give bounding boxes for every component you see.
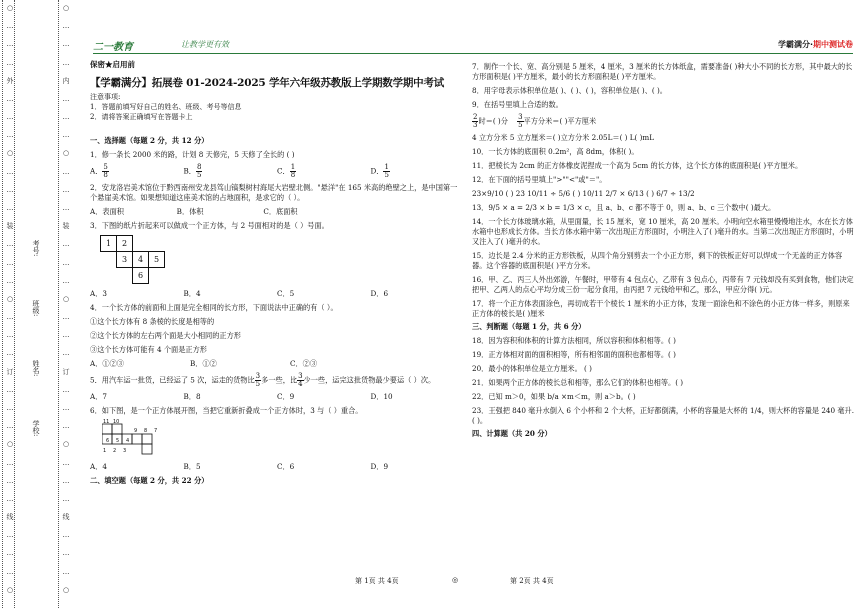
numerator: 1 xyxy=(290,163,296,171)
question-11: 11．把棱长为 2cm 的正方体橡皮泥捏成一个高为 5cm 的长方体，这个长方体的底面积是( )平方厘米。 xyxy=(472,161,803,170)
class-field[interactable]: 班级: xyxy=(32,300,40,317)
fraction xyxy=(290,164,296,179)
secret-label: 保密★启用前 xyxy=(90,60,135,69)
option-b[interactable]: B．4 xyxy=(183,289,201,298)
binding-mark: … xyxy=(62,494,70,503)
brand-tag xyxy=(778,39,853,50)
binding-mark: … xyxy=(62,476,70,485)
binding-mark: … xyxy=(62,385,70,394)
net-cell: 2 xyxy=(116,235,133,252)
denominator: 5 xyxy=(384,171,389,179)
question-6-options xyxy=(90,462,464,472)
binding-mark: … xyxy=(6,313,14,322)
option-label: D． xyxy=(370,166,384,176)
binding-mark: … xyxy=(6,331,14,340)
option-d[interactable]: D．6 xyxy=(370,289,389,298)
binding-mark: … xyxy=(62,40,70,49)
binding-mark: 内 xyxy=(62,76,70,85)
numerator: 1 xyxy=(384,163,389,171)
brand-suffix: 期中测试卷 xyxy=(813,40,853,49)
binding-mark: … xyxy=(6,258,14,267)
option-c[interactable]: C．6 xyxy=(277,462,295,471)
net2-label: 10 xyxy=(113,419,120,425)
left-column xyxy=(90,60,464,486)
denominator: 8 xyxy=(290,171,296,179)
binding-mark: 装 xyxy=(6,222,14,231)
binding-mark: ○ xyxy=(62,4,70,12)
exam-number-field[interactable]: 考号: xyxy=(32,240,40,257)
section-heading: 一、选择题（每题 2 分，共 12 分） xyxy=(90,136,209,145)
numerator: 5 xyxy=(103,163,108,171)
option-d[interactable] xyxy=(371,164,465,179)
net-cell: 6 xyxy=(132,267,149,284)
denominator: 4 xyxy=(298,380,303,388)
binding-mark: … xyxy=(62,204,70,212)
net-cell: 3 xyxy=(116,251,133,268)
binding-mark: … xyxy=(6,58,14,67)
binding-mark: … xyxy=(6,113,14,122)
numerator: 2 xyxy=(473,113,478,121)
brand-prefix: 学霸满分· xyxy=(777,40,813,49)
net2-label: 2 xyxy=(113,448,117,454)
binding-mark: … xyxy=(6,458,14,467)
cube-net-figure xyxy=(100,235,464,285)
binding-mark: … xyxy=(62,276,70,285)
fraction xyxy=(383,164,389,179)
question-12-line: 23×9/10 ( ) 23 10/11 ÷ 5/6 ( ) 10/11 2/7 × 6/13 ( ) 6/7 ÷ 13/2 xyxy=(472,189,695,198)
page-footer-right: 第 2页 共 4页 xyxy=(510,577,554,585)
numerator: 8 xyxy=(196,163,202,171)
option-b[interactable]: B．①② xyxy=(190,359,217,368)
question-21: 21．如果两个正方体的棱长总和相等，那么它们的体积也相等。( ) xyxy=(472,378,684,387)
binding-mark: ○ xyxy=(62,585,70,594)
denominator: 8 xyxy=(103,171,108,179)
question-22: 22．已知 m＞0，如果 b/a ×m＜m，则 a＞b。( ) xyxy=(472,392,636,401)
section-heading: 三、判断题（每题 1 分，共 6 分） xyxy=(472,322,586,331)
binding-mark: 线 xyxy=(6,513,14,522)
question-4-options xyxy=(90,359,390,369)
option-a[interactable]: A．7 xyxy=(90,392,107,401)
net2-label: 6 xyxy=(106,438,110,444)
question-9: 9．在括号里填上合适的数。 xyxy=(472,100,563,109)
net2-label: 1 xyxy=(103,448,107,454)
question-2: 2．安龙洛岩美术馆位于黔西南州安龙县笃山镐梨树村海尾大岩壁北侧。"悬洋"在 165 米高的绝壁之上，是中国第一个悬崖美术馆。如果想知道这座美术馆的占地面积，是求它的（ ）。 xyxy=(90,183,458,202)
binding-mark: … xyxy=(6,131,14,140)
binding-mark: … xyxy=(62,567,70,576)
binding-mark: … xyxy=(6,385,14,394)
binding-mark: … xyxy=(62,404,70,412)
option-d[interactable]: D．9 xyxy=(370,462,389,471)
binding-mark: … xyxy=(6,494,14,503)
question-3: 3．下图的纸片折起来可以做成一个正方体，与 2 号面相对的是（ ）号面。 xyxy=(90,221,329,230)
question-23: 23．王强把 840 毫升水倒入 6 个小杯和 2 个大杯，正好都倒满，小杯的容量是大杯的 1/4，则大杯的容量是 240 毫升.( )。 xyxy=(472,406,855,425)
binding-mark: … xyxy=(6,349,14,358)
question-6: 6．如下图，是一个正方体展开图，当把它重新折叠成一个正方体时，3 与（ ）重合。 xyxy=(90,406,363,415)
net2-label: 5 xyxy=(116,438,120,444)
denominator: 5 xyxy=(196,171,202,179)
binding-mark: ○ xyxy=(62,149,70,158)
numerator: 3 xyxy=(255,372,261,380)
option-a[interactable]: A．4 xyxy=(90,462,107,471)
binding-mark: ○ xyxy=(6,149,14,158)
binding-mark: 订 xyxy=(62,367,70,376)
question-17: 17．将一个正方体表面涂色，再切成若干个棱长 1 厘米的小正方体，发现一面涂色和不涂色的小正方体一样多，则原来正方体的棱长是( )厘米 xyxy=(472,299,850,318)
question-4: 4．一个长方体的前面和上面是完全相同的长方形，下面说法中正确的有（ ）。 xyxy=(90,303,338,312)
question-8: 8．用字母表示体积单位是( )、( )、( )，容积单位是( )、( )。 xyxy=(472,86,667,95)
binding-mark: … xyxy=(6,276,14,285)
binding-mark: … xyxy=(62,331,70,340)
binding-mark: … xyxy=(62,94,70,103)
net2-label: 8 xyxy=(144,428,148,434)
binding-mark: … xyxy=(62,240,70,249)
option-b[interactable]: B．体积 xyxy=(176,207,204,216)
binding-mark: … xyxy=(6,185,14,194)
binding-mark: … xyxy=(6,531,14,540)
question-9-line-1 xyxy=(472,114,856,129)
option-label: B． xyxy=(183,166,196,176)
binding-mark: ○ xyxy=(6,294,14,303)
binding-mark: … xyxy=(6,476,14,485)
question-1: 1．修一条长 2000 米的路，计划 8 天修完，5 天修了全长的 ( ) xyxy=(90,150,295,159)
binding-mark: … xyxy=(6,567,14,576)
question-12: 12．在下面的括号里填上">""<"或"＝"。 xyxy=(472,175,607,184)
option-d[interactable]: D．10 xyxy=(370,392,393,401)
notice-item: 1．答题前填写好自己的姓名、班级、考号等信息 xyxy=(90,103,242,111)
binding-mark: 订 xyxy=(6,367,14,376)
statement: ②这个长方体的左右两个面是大小相同的正方形 xyxy=(90,331,241,340)
binding-mark: … xyxy=(62,422,70,431)
exam-title: 【学霸满分】拓展卷 01-2024-2025 学年六年级苏教版上学期数学期中考试 xyxy=(90,77,445,89)
net-cell: 5 xyxy=(148,251,165,268)
binding-mark: … xyxy=(62,167,70,176)
option-c[interactable]: C．9 xyxy=(277,392,295,401)
binding-mark: … xyxy=(6,94,14,103)
statement: ③这个长方体可能有 4 个面是正方形 xyxy=(90,345,207,354)
binding-mark: … xyxy=(62,458,70,467)
question-10: 10．一长方体的底面积 0.2m²，高 8dm，体积( )。 xyxy=(472,147,639,156)
question-5-options xyxy=(90,392,464,402)
net2-label: 11 xyxy=(103,419,110,425)
net-cell: 1 xyxy=(100,235,117,252)
binding-mark: 外 xyxy=(6,76,14,85)
net2-label: 3 xyxy=(123,448,127,454)
net2-label: 9 xyxy=(134,428,138,434)
binding-mark: … xyxy=(62,549,70,558)
denominator: 5 xyxy=(255,380,261,388)
student-info xyxy=(28,0,42,608)
binding-mark: … xyxy=(6,422,14,431)
fraction xyxy=(196,164,202,179)
question-5 xyxy=(90,373,464,388)
numerator: 3 xyxy=(518,113,523,121)
binding-mark: … xyxy=(6,22,14,31)
cube-net-figure-2 xyxy=(102,418,172,458)
q5-text: 少一些，运完这批货物最少要运（ ）次。 xyxy=(303,375,436,385)
question-7: 7．制作一个长、宽、高分别是 5 厘米，4 厘米，3 厘米的长方体纸盒，需要准备( )种大小不同的长方形，其中最大的长方形面积是( )平方厘米，最小的长方形面积是( )平方厘米。 xyxy=(472,62,853,81)
binding-mark: … xyxy=(62,113,70,122)
net2-label: 7 xyxy=(154,428,158,434)
outer-binding-marks xyxy=(4,0,14,608)
binding-mark: … xyxy=(6,167,14,176)
question-9-line-2: 4 立方分米 5 立方厘米＝( )立方分米 2.05L＝( ) L( )mL xyxy=(472,133,655,142)
binding-mark: … xyxy=(62,131,70,140)
binding-mark: ○ xyxy=(6,4,14,12)
question-3-options xyxy=(90,289,464,299)
notice-title: 注意事项: xyxy=(90,93,121,101)
notice-item: 2．请将答案正确填写在答题卡上 xyxy=(90,113,193,121)
question-18: 18．因为容积和体积的计算方法相同，所以容积和体积相等。( ) xyxy=(472,336,676,345)
binding-mark: … xyxy=(62,313,70,322)
inner-binding-line xyxy=(58,0,59,608)
option-b[interactable] xyxy=(184,164,278,179)
q9-text: 时＝( )分 xyxy=(478,116,508,126)
binding-mark: ○ xyxy=(62,440,70,449)
option-a[interactable]: A．表面积 xyxy=(90,207,124,216)
section-heading: 四、计算题（共 20 分） xyxy=(472,429,552,438)
question-20: 20．最小的体积单位是立方厘米。 ( ) xyxy=(472,364,592,373)
option-c[interactable]: C．底面积 xyxy=(263,207,298,216)
q9-text: 平方分米＝( )平方厘米 xyxy=(523,116,597,126)
question-14: 14．一个长方体玻璃水箱，从里面量，长 15 厘米，宽 10 厘米，高 20 厘米。小明向空水箱里慢慢地注水，水在长方体水箱中也形成长方体。当长方体水箱中第一次出现正方形面时，小明注入了( )毫升的水。当第二次出现正方形面时，小明又注入了( )毫升的水。 xyxy=(472,217,854,246)
binding-mark: … xyxy=(6,404,14,412)
binding-mark: … xyxy=(62,185,70,194)
section-heading: 二、填空题（每题 2 分，共 22 分） xyxy=(90,476,209,485)
page-footer-center-mark: ◎ xyxy=(452,576,459,584)
question-15: 15．边长是 2.4 分米的正方形铁板，从四个角分别剪去一个小正方形，剩下的铁板正好可以焊成一个无盖的正方体容器。这个容器的底面积是( )平方分米。 xyxy=(472,251,843,270)
binding-mark: … xyxy=(62,258,70,267)
option-c[interactable]: C．5 xyxy=(277,289,295,298)
numerator: 3 xyxy=(298,372,303,380)
net2-label: 4 xyxy=(126,438,130,444)
binding-mark: … xyxy=(6,240,14,249)
option-b[interactable]: B．8 xyxy=(183,392,201,401)
binding-mark: … xyxy=(62,22,70,31)
binding-mark: ○ xyxy=(62,294,70,303)
binding-mark: 线 xyxy=(62,513,70,522)
option-b[interactable]: B．5 xyxy=(183,462,201,471)
q5-text: 多一些，比 xyxy=(261,375,298,385)
binding-mark: ○ xyxy=(6,440,14,449)
option-a[interactable] xyxy=(90,164,184,179)
binding-mark: 装 xyxy=(62,222,70,231)
logo: 二一教育 xyxy=(93,42,133,53)
binding-line xyxy=(14,0,15,608)
option-label: C． xyxy=(277,166,290,176)
question-2-options xyxy=(90,207,350,217)
school-field[interactable]: 学校: xyxy=(32,420,40,437)
binding-mark: … xyxy=(62,531,70,540)
fraction xyxy=(102,164,108,179)
question-1-options xyxy=(90,164,464,179)
name-field[interactable]: 姓名: xyxy=(32,360,40,377)
net-cell: 4 xyxy=(132,251,149,268)
binding-mark: … xyxy=(6,549,14,558)
option-a[interactable]: A．3 xyxy=(90,289,107,298)
question-19: 19．正方体相对面的面积相等，所有相邻面的面积也都相等。( ) xyxy=(472,350,676,359)
header-divider xyxy=(93,53,853,54)
option-c[interactable] xyxy=(277,164,371,179)
inner-binding-marks xyxy=(60,0,72,608)
binding-mark: … xyxy=(6,204,14,212)
option-a[interactable]: A．①②③ xyxy=(90,359,124,368)
binding-mark: … xyxy=(6,40,14,49)
slogan: 让教学更有效 xyxy=(181,40,229,49)
binding-mark: … xyxy=(62,349,70,358)
denominator: 5 xyxy=(518,121,523,129)
option-c[interactable]: C．②③ xyxy=(290,359,318,368)
question-16: 16．甲、乙、丙三人外出郊游，午餐时，甲带有 4 包点心，乙带有 3 包点心，丙带有 7 元钱却没有买到食物，他们决定把甲、乙两人的点心平均分成三份一起分食用，由丙把 7 元钱给甲和乙，那么，甲应分得( )元。 xyxy=(472,275,854,294)
right-column xyxy=(472,62,856,439)
binding-mark: ○ xyxy=(6,585,14,594)
question-13: 13．9/5 × a = 2/3 × b = 1/3 × c，且 a、b、c 都不等于 0，则 a、b、c 三个数中( )最大。 xyxy=(472,203,776,212)
denominator: 3 xyxy=(473,121,478,129)
q5-text: 5．用汽车运一批货，已经运了 5 次，运走的货物比 xyxy=(90,375,255,385)
binding-mark: … xyxy=(62,58,70,67)
option-label: A． xyxy=(90,166,103,176)
page-footer-left: 第 1页 共 4页 xyxy=(355,577,399,585)
statement: ①这个长方体有 8 条棱的长度是相等的 xyxy=(90,317,215,326)
page-header xyxy=(93,38,853,54)
